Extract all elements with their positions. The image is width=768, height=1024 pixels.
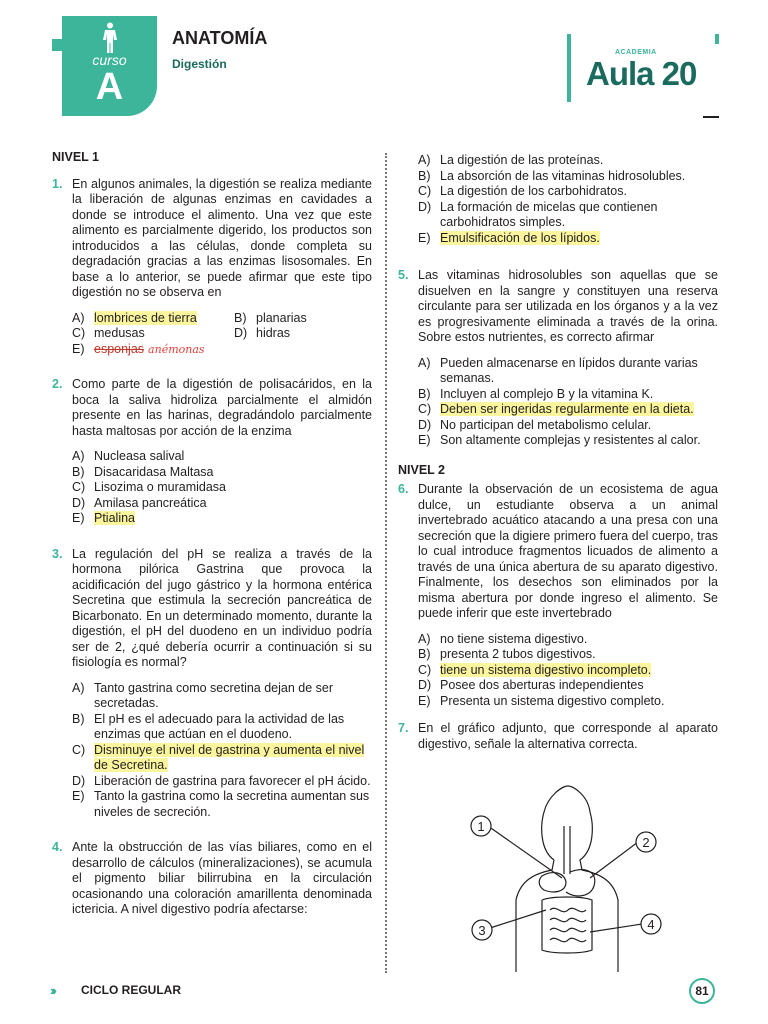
option-letter: E) (418, 433, 431, 447)
option[interactable] (418, 356, 718, 387)
option-text: La absorción de las vitaminas hidrosolubles. (440, 168, 686, 183)
leader-line-4 (590, 924, 642, 932)
option-text: Incluyen al complejo B y la vitamina K. (440, 386, 654, 401)
brand-small-text: ACADEMIA (615, 49, 657, 56)
option-text: Posee dos aberturas independientes (440, 678, 644, 692)
option[interactable] (418, 402, 718, 418)
option[interactable] (418, 694, 718, 710)
question-text: Durante la observación de un ecosistema de agua dulce, un estudiante observa a un animal invertebrado acuático atacando a una presa con una secreción que la digiere primero fuera del cuerpo, tras lo cual introduce fragmentos licuados de alimento a través de una única abertura de su aparato digestivo. Finalmente, los desechos son eliminados por la misma abertura por donde ingreso el alimento. Se puede inferir que este invertebrado (418, 482, 718, 620)
option-letter: D) (418, 417, 432, 432)
option-letter: E) (418, 230, 431, 245)
option[interactable] (72, 449, 372, 465)
option-text: hidras (256, 326, 291, 340)
level-heading: NIVEL 2 (398, 462, 446, 477)
option[interactable] (418, 231, 718, 247)
option[interactable] (72, 511, 372, 527)
option-text: Nucleasa salival (94, 449, 185, 463)
leader-line-3 (490, 910, 546, 928)
option-letter: B) (72, 711, 85, 726)
option-letter: A) (72, 310, 85, 325)
digestive-system-diagram (462, 782, 672, 972)
option-text: La formación de micelas que contienen carbohidratos simples. (440, 199, 658, 229)
option-text: presenta 2 tubos digestivos. (440, 647, 596, 661)
option-letter: C) (418, 662, 432, 677)
option[interactable] (418, 632, 718, 648)
question-4-options (418, 153, 718, 246)
option[interactable] (72, 789, 372, 820)
option-letter: D) (72, 773, 86, 788)
question-6 (398, 482, 718, 622)
option[interactable] (234, 311, 372, 327)
option-letter: A) (418, 153, 431, 167)
question-text: Como parte de la digestión de polisacáridos, en la boca la saliva hidroliza parcialmente el almidón presente en las harinas, degradándolo parcialmente hasta maltosas por acción de la enzima (72, 377, 372, 438)
human-body-icon (101, 22, 119, 54)
option-letter: C) (418, 402, 432, 416)
option-letter: C) (72, 326, 86, 340)
esophagus (564, 826, 570, 874)
footer-arrows-icon: ››› (50, 983, 54, 998)
option-letter: D) (72, 495, 86, 510)
header-rule (703, 116, 719, 118)
option[interactable] (418, 663, 718, 679)
option-letter: A) (418, 355, 431, 370)
question-1-options (72, 311, 372, 358)
option-letter: B) (418, 386, 431, 401)
option-text: No participan del metabolismo celular. (440, 417, 652, 432)
option-text: planarias (256, 310, 307, 325)
question-number: 2. (52, 377, 63, 391)
topic-title: Digestión (172, 57, 227, 71)
option-letter: B) (72, 464, 85, 479)
option-letter: B) (418, 647, 431, 661)
course-letter: A (95, 66, 124, 108)
course-label: curso (92, 52, 127, 68)
question-text: Ante la obstrucción de las vías biliares, como en el desarrollo de cálculos (mineralizaciones), se acumula el pigmento biliar bilirrubina en la circulación ocasionando una coloración amarillenta denominada ictericia. A nivel digestivo podría afectarse: (72, 840, 372, 916)
option-text: Tanto gastrina como secretina dejan de ser secretadas. (94, 680, 334, 710)
option-text: medusas (94, 326, 145, 340)
footer-label: CICLO REGULAR (81, 983, 181, 997)
question-number: 7. (398, 721, 409, 735)
option[interactable] (72, 681, 372, 712)
question-1 (52, 177, 372, 301)
option-text: Lisozima o muramidasa (94, 480, 226, 494)
question-3 (52, 547, 372, 671)
brand-logo: Aula 20 (586, 55, 697, 92)
option-text: Liberación de gastrina para favorecer el pH ácido. (94, 773, 371, 788)
option[interactable] (72, 496, 372, 512)
brand-mark (715, 34, 719, 44)
right-column (398, 153, 718, 762)
question-number: 6. (398, 482, 409, 496)
option-letter: A) (72, 449, 85, 463)
question-6-options (418, 632, 718, 710)
option-text: La digestión de los carbohidratos. (440, 184, 627, 198)
option[interactable] (418, 200, 718, 231)
question-text: La regulación del pH se realiza a través de la hormona pilórica Gastrina que provoca la acidificación del jugo gástrico y la hormona entérica Secretina que estimula la secreción pancreática de Bicarbonato. En un determinado momento, durante la digestión, el pH del duodeno en un individuo podría ser de 2, ¿qué debería ocurrir a continuación si su fisiología es normal? (72, 546, 372, 669)
question-number: 3. (52, 546, 63, 561)
page-number: 81 (689, 978, 715, 1004)
option-text: Son altamente complejas y resistentes al calor. (440, 433, 701, 447)
left-column (52, 150, 372, 928)
option-text: Presenta un sistema digestivo completo. (440, 693, 665, 708)
diagram-label-4: 4 (647, 917, 655, 932)
option-text: Ptialina (94, 511, 135, 525)
option-letter: E) (72, 341, 85, 356)
subject-title: ANATOMÍA (172, 28, 268, 48)
option-letter: D) (418, 678, 432, 692)
question-4 (52, 840, 372, 918)
body-outline (516, 786, 618, 972)
badge-notch (52, 39, 62, 51)
option-letter: D) (234, 326, 248, 340)
option[interactable] (72, 480, 372, 496)
option-letter: E) (72, 789, 85, 803)
option-text: Emulsificación de los lípidos. (440, 230, 600, 245)
question-text: En el gráfico adjunto, que corresponde al aparato digestivo, señale la alternativa correcta. (418, 721, 718, 751)
option-letter: E) (418, 693, 431, 708)
question-number: 4. (52, 840, 63, 854)
question-5-options (418, 356, 718, 449)
diagram-label-3: 3 (478, 923, 486, 938)
option[interactable] (418, 387, 718, 403)
option-text: Disminuye el nivel de gastrina y aumenta el nivel de Secretina. (94, 742, 365, 772)
option-letter: C) (72, 742, 86, 757)
option[interactable] (418, 647, 718, 663)
option[interactable] (72, 712, 372, 743)
option-letter: B) (234, 310, 247, 325)
option[interactable] (72, 743, 372, 774)
option-text: Pueden almacenarse en lípidos durante varias semanas. (440, 355, 698, 385)
option[interactable] (418, 169, 718, 185)
option-letter: E) (72, 511, 85, 525)
option-text: Disacaridasa Maltasa (94, 464, 214, 479)
brand-divider (567, 34, 571, 102)
question-number: 5. (398, 268, 409, 282)
small-intestine (550, 908, 586, 941)
question-2 (52, 377, 372, 439)
option-letter: A) (72, 680, 85, 695)
question-7 (398, 721, 718, 752)
option-text: Amilasa pancreática (94, 495, 207, 510)
leader-line-2 (590, 842, 638, 878)
question-text: Las vitaminas hidrosolubles son aquellas que se disuelven en la sangre y constituyen una reserva circulante para ser utilizada en los órganos y a la vez es progresivamente eliminada a través de la orina. Sobre estos nutrientes, es correcto afirmar (418, 268, 718, 344)
large-intestine (542, 897, 592, 953)
option-text: El pH es el adecuado para la actividad de las enzimas que actúan en el duodeno. (94, 711, 345, 741)
option[interactable] (418, 433, 718, 449)
option[interactable] (72, 311, 234, 327)
option-text-struck: esponjas (94, 341, 145, 356)
option-letter: C) (72, 480, 86, 494)
option-text: Deben ser ingeridas regularmente en la dieta. (440, 402, 694, 416)
option-letter: D) (418, 199, 432, 214)
option[interactable] (418, 418, 718, 434)
option-letter: A) (418, 631, 431, 646)
option[interactable] (72, 326, 234, 342)
option-letter: C) (418, 184, 432, 198)
option-text: lombrices de tierra (94, 310, 197, 325)
option[interactable] (418, 678, 718, 694)
option-text: tiene un sistema digestivo incompleto. (440, 662, 652, 677)
leader-line-1 (488, 826, 562, 878)
question-3-options (72, 681, 372, 821)
option[interactable] (72, 465, 372, 481)
diagram-label-2: 2 (642, 835, 650, 850)
option[interactable] (72, 774, 372, 790)
option-letter: B) (418, 168, 431, 183)
question-number: 1. (52, 176, 63, 191)
question-text: En algunos animales, la digestión se realiza mediante la liberación de algunas enzimas en cavidades a donde se introduce el alimento. Una vez que este alimento es parcialmente digerido, los productos son introducidos a las células, donde completa su degradación gracias a las enzimas lisosomales. En base a lo anterior, se puede afirmar que este tipo digestión no se observa en (72, 176, 372, 299)
option-text: Tanto la gastrina como la secretina aumentan sus niveles de secreción. (94, 789, 370, 819)
option-text: no tiene sistema digestivo. (440, 631, 588, 646)
diagram-label-1: 1 (477, 819, 485, 834)
handwritten-annotation: anémonas (148, 342, 205, 356)
question-5 (398, 268, 718, 346)
question-2-options (72, 449, 372, 527)
level-heading: NIVEL 1 (52, 150, 100, 164)
option[interactable] (72, 342, 234, 358)
option[interactable] (418, 184, 718, 200)
course-badge (62, 16, 157, 116)
option[interactable] (234, 326, 372, 342)
liver (539, 873, 566, 892)
option[interactable] (418, 153, 718, 169)
option-text: La digestión de las proteínas. (440, 153, 604, 167)
column-divider (385, 153, 387, 973)
